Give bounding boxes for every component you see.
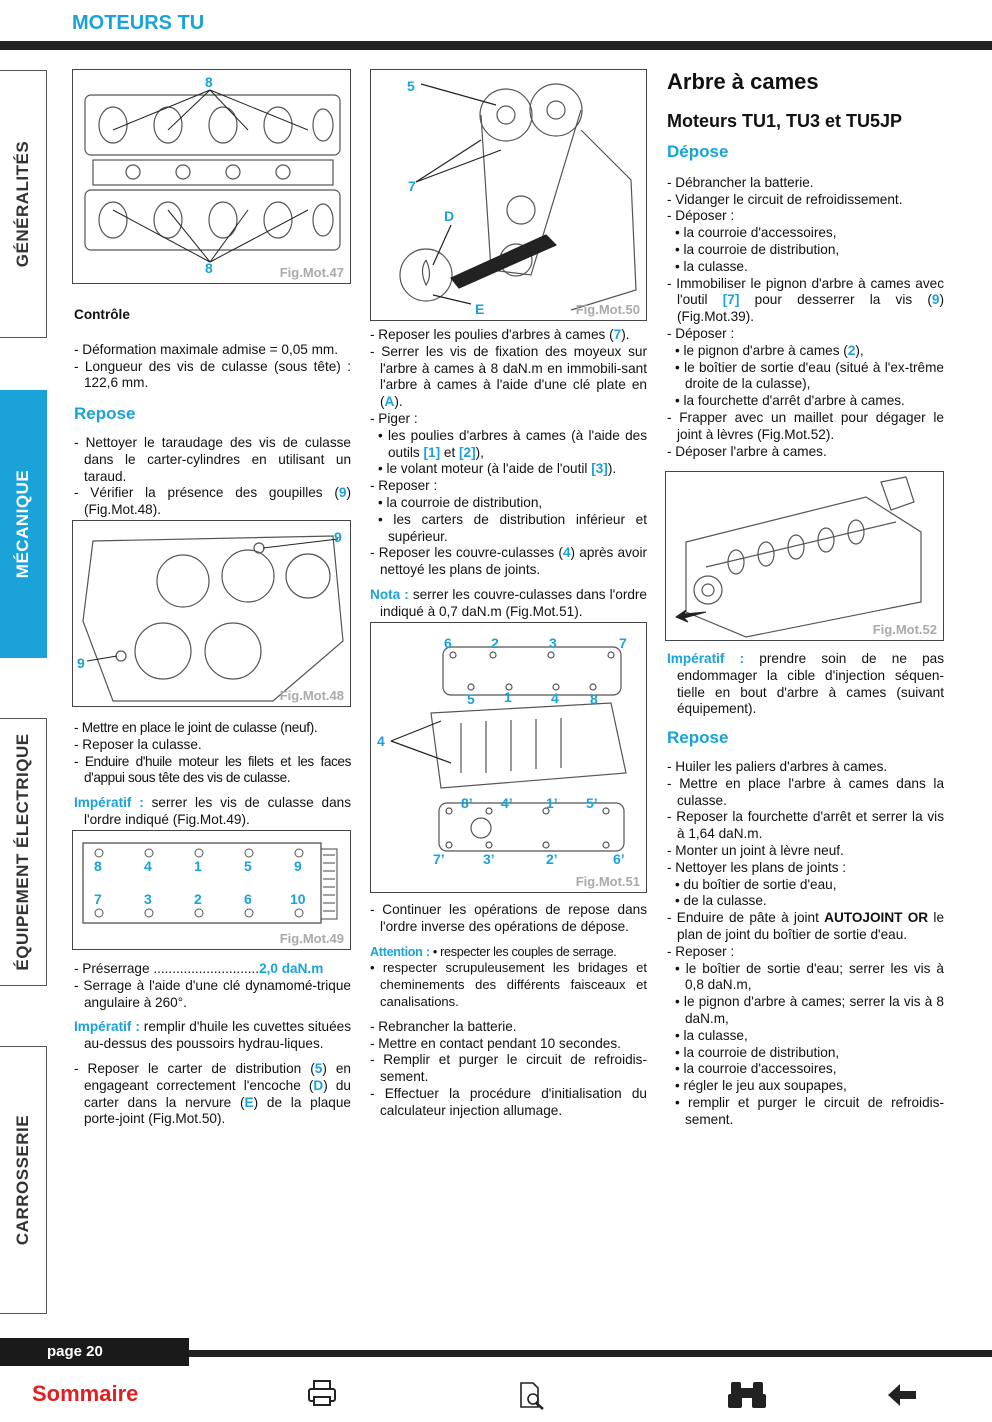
bullet-item: • la culasse, [675,1027,748,1043]
bullet-item: • le boîtier de sortie d'eau; serrer les vis à 0,8 daN.m, [675,960,944,993]
cover-order-label: 1 [504,689,512,705]
figure-mot-47 [72,69,351,284]
bolt-order-label: 4 [144,858,152,874]
list-item: - Reposer : [370,478,438,494]
list-item: - Huiler les paliers d'arbres à cames. [667,758,888,774]
callout-5: 5 [407,78,415,94]
header-bar [0,41,992,50]
list-item: - Reposer la culasse. [74,736,202,752]
bolt-order-label: 1 [194,858,202,874]
cover-order-label: 8’ [461,795,473,811]
cover-order-label: 5’ [586,795,598,811]
list-item: - Déposer l'arbre à cames. [667,443,827,459]
column-2-top [370,327,647,621]
bullet-item: • la courroie d'accessoires, [675,1061,837,1077]
figure-caption: Fig.Mot.50 [575,302,640,317]
list-item: - Vérifier la présence des goupilles (9) (Fig.Mot.48). [74,485,351,518]
list-item: - Nettoyer le taraudage des vis de culasse dans le carter-cylindres en utilisant un taraud. [74,434,351,484]
attention-note: Attention : • respecter les couples de serrage. [370,944,617,959]
controle-heading: Contrôle [74,307,130,322]
list-item: - Monter un joint à lèvre neuf. [667,842,844,858]
bullet-item: • la fourchette d'arrêt d'arbre à cames. [675,393,905,409]
bolt-order-label: 2 [194,891,202,907]
list-item: - Vidanger le circuit de refroidissement. [667,191,903,207]
bullet-item: • les carters de distribution inférieur et supérieur. [378,511,647,544]
bullet-item: • le boîtier de sortie d'eau (situé à l'ex-trême droite de la culasse), [675,359,944,392]
figure-mot-52 [665,471,944,641]
page-number: page 20 [0,1338,189,1366]
list-item: - Frapper avec un maillet pour dégager le joint à lèvres (Fig.Mot.52). [667,409,944,442]
callout-8-top: 8 [205,74,213,90]
list-item: - Reposer : [667,943,735,959]
engine-block-drawing [73,521,351,707]
cylinder-head-drawing [73,70,351,284]
callout-7: 7 [408,178,416,194]
cover-order-label: 4 [551,690,559,706]
article-subtitle: Moteurs TU1, TU3 et TU5JP [667,111,903,131]
bolt-order-label: 8 [94,858,102,874]
bolt-order-label: 6 [244,891,252,907]
figure-mot-49 [72,830,351,950]
cover-order-label: 6’ [613,851,625,867]
search-document-icon[interactable] [518,1381,546,1411]
bullet-item: • le pignon d'arbre à cames (2), [675,342,864,358]
depose-heading: Dépose [667,142,729,161]
bullet-item: • le pignon d'arbre à cames; serrer la vis à 8 daN.m, [675,994,944,1026]
printer-icon[interactable] [305,1378,339,1408]
valve-cover-drawing [371,623,647,893]
list-item: - Rebrancher la batterie. [370,1018,517,1034]
bolt-order-label: 3 [144,891,152,907]
list-item: - Déposer : [667,208,735,224]
list-item: - Serrage à l'aide d'une clé dynamomé-trique angulaire à 260°. [74,977,351,1010]
timing-belt-drawing [371,70,647,321]
column-3-top [667,68,944,460]
callout-D: D [444,208,455,224]
figure-caption: Fig.Mot.48 [279,688,344,703]
article-title: Arbre à cames [667,69,819,94]
figure-caption: Fig.Mot.52 [872,622,937,637]
imperatif-note: Impératif : remplir d'huile les cuvettes situées au-dessus des poussoirs hydrau-liques. [74,1019,352,1052]
figure-mot-48 [72,520,351,707]
callout-9-left: 9 [77,655,85,671]
bullet-item: • la courroie d'accessoires, [675,225,837,241]
callout-8-bottom: 8 [205,260,213,276]
camshaft-drawing [666,472,944,641]
cover-order-label: 5 [467,691,475,707]
figure-caption: Fig.Mot.49 [279,931,344,946]
cover-order-label: 6 [444,635,452,651]
nota-note: Nota : serrer les couvre-culasses dans l'ordre indiqué à 0,7 daN.m (Fig.Mot.51). [370,586,647,619]
list-item: - Remplir et purger le circuit de refroidis-sement. [370,1052,647,1085]
tab-equipement-electrique[interactable]: ÉQUIPEMENT ÉLECTRIQUE [0,718,47,986]
tab-carrosserie[interactable]: CARROSSERIE [0,1046,47,1314]
bolt-order-label: 7 [94,891,102,907]
repose-heading: Repose [667,728,729,748]
list-item: - Débrancher la batterie. [667,174,814,190]
cover-order-label: 4’ [501,795,513,811]
column-3-bottom [667,651,944,1129]
bolt-order-label: 9 [294,858,302,874]
column-1-top [74,307,351,519]
sommaire-link[interactable]: Sommaire [32,1381,139,1406]
list-item: - Reposer la fourchette d'arrêt et serrer la vis à 1,64 daN.m. [667,809,944,842]
imperatif-note: Impératif : prendre soin de ne pas endommager la cible d'injection séquen-tielle en bout d'arbre à cames (suivant équipement). [667,651,944,717]
bolt-order-label: 5 [244,858,252,874]
callout-9-right: 9 [334,529,342,545]
repose-heading: Repose [74,404,136,424]
column-1-middle [74,720,351,829]
bullet-item: • régler le jeu aux soupapes, [675,1078,847,1094]
bullet-item: • la courroie de distribution, [675,241,840,257]
bolt-order-label: 10 [290,891,306,907]
list-item: - Enduire d'huile moteur les filets et les faces d'appui sous tête des vis de culasse. [74,753,351,786]
attention-bullet: • respecter scrupuleusement les bridages et cheminements des différents faisceaux et canalisations. [370,960,647,1009]
tab-mecanique[interactable]: MÉCANIQUE [0,390,47,658]
list-item: - Effectuer la procédure d'initialisation du calculateur injection allumage. [370,1085,647,1118]
imperatif-note: Impératif : serrer les vis de culasse dans l'ordre indiqué (Fig.Mot.49). [74,795,351,827]
list-item: - Immobiliser le pignon d'arbre à cames avec l'outil [7] pour desserrer la vis (9) (Fig.Mot.39). [667,275,944,325]
callout-E: E [475,301,485,317]
cover-order-label: 2’ [546,851,558,867]
list-item: - Continuer les opérations de repose dans l'ordre inverse des opérations de dépose. [370,902,647,934]
list-item: - Mettre en place le joint de culasse (neuf). [74,720,318,735]
list-item: - Préserrage ............................2,0 daN.m [74,961,324,976]
cover-order-label: 3 [549,635,557,651]
list-item: - Déposer : [667,325,735,341]
list-item: - Reposer les couvre-culasses (4) après avoir nettoyé les plans de joints. [370,545,647,578]
section-title: MOTEURS TU [72,12,205,34]
cover-order-label: 1’ [546,795,558,811]
bullet-item: • la courroie de distribution, [675,1044,840,1060]
column-2-bottom [370,902,647,1120]
callout-4: 4 [377,733,385,749]
figure-mot-51 [370,622,647,893]
cover-order-label: 7’ [433,851,445,867]
bullet-item: • de la culasse. [675,893,767,909]
cover-order-label: 3’ [483,851,495,867]
list-item: - Déformation maximale admise = 0,05 mm. [74,341,339,357]
cover-order-label: 8 [590,691,598,707]
back-arrow-icon[interactable] [886,1382,918,1408]
figure-mot-50 [370,69,647,321]
list-item: - Longueur des vis de culasse (sous tête) : 122,6 mm. [74,358,351,391]
bullet-item: • les poulies d'arbres à cames (à l'aide des outils [1] et [2]), [378,427,647,460]
list-item: - Piger : [370,410,418,426]
figure-caption: Fig.Mot.47 [279,265,344,280]
list-item: - Serrer les vis de fixation des moyeux sur l'arbre à cames à 8 daN.m en immobili-sant l'arbre à cames à l'aide d'une clé plate en (A). [370,343,647,410]
tab-generalites[interactable]: GÉNÉRALITÉS [0,70,47,338]
list-item: - Enduire de pâte à joint AUTOJOINT OR le plan de joint du boîtier de sortie d'eau. [667,910,945,942]
figure-caption: Fig.Mot.51 [575,874,640,889]
bullet-item: • du boîtier de sortie d'eau, [675,876,837,892]
cover-order-label: 7 [619,635,627,651]
list-item: - Mettre en place l'arbre à cames dans la culasse. [667,775,944,808]
binoculars-icon[interactable] [727,1378,767,1410]
list-item: - Reposer le carter de distribution (5) en engageant correctement l'encoche (D) du carter dans la nervure (E) de la plaque porte-joint (Fig.Mot.50). [74,1060,351,1127]
bullet-item: • la culasse. [675,258,748,274]
cover-order-label: 2 [491,635,499,651]
bullet-item: • la courroie de distribution, [378,494,543,510]
bullet-item: • le volant moteur (à l'aide de l'outil [3]). [378,461,617,477]
list-item: - Reposer les poulies d'arbres à cames (7). [370,327,630,342]
bullet-item: • remplir et purger le circuit de refroidis-sement. [675,1094,944,1127]
list-item: - Mettre en contact pendant 10 secondes. [370,1035,621,1051]
column-1-bottom [74,961,351,1128]
list-item: - Nettoyer les plans de joints : [667,859,847,875]
